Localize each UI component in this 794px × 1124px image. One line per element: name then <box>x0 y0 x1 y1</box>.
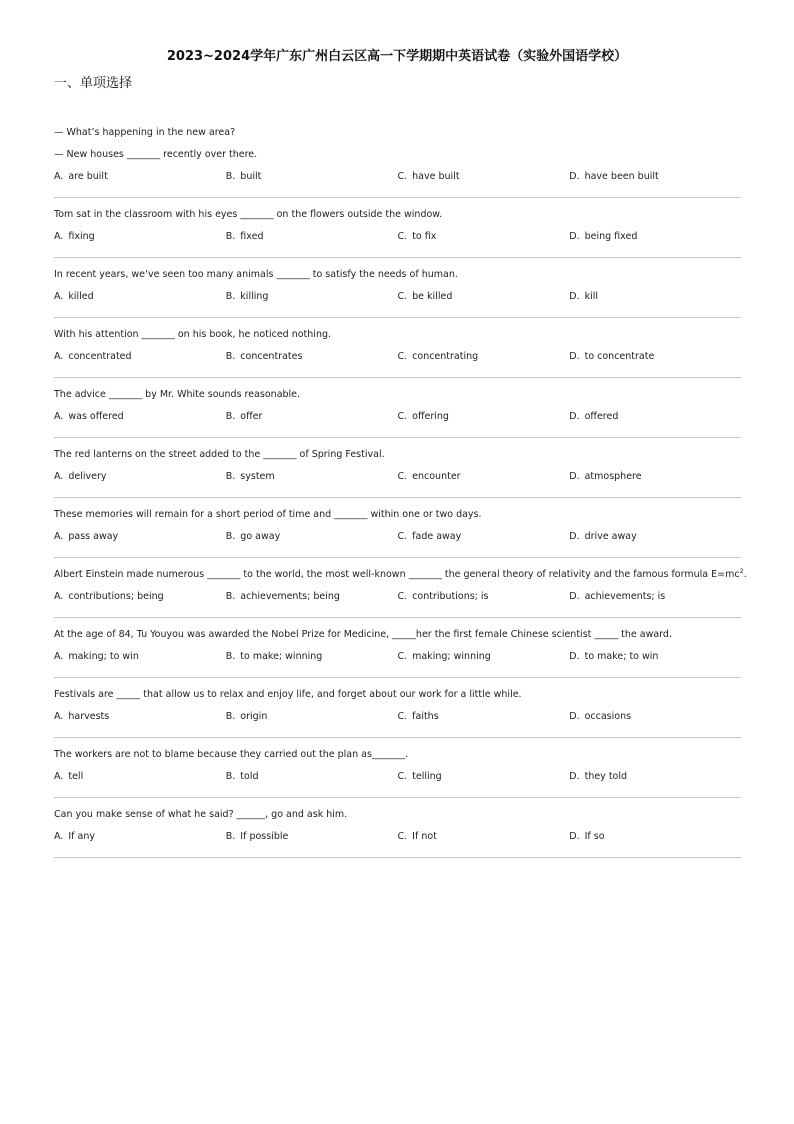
option <box>398 526 570 548</box>
option <box>569 226 741 248</box>
option-letter: A. <box>54 711 64 722</box>
option-letter: C. <box>397 711 408 722</box>
option <box>226 166 398 188</box>
option <box>226 406 398 428</box>
option-text: occasions <box>584 711 632 722</box>
option <box>54 526 226 548</box>
option-letter: B. <box>225 171 236 182</box>
question-item <box>54 378 741 438</box>
option-letter: A. <box>54 471 64 482</box>
option <box>54 586 226 608</box>
options-row <box>54 706 741 728</box>
option <box>569 406 741 428</box>
question-item <box>54 678 741 738</box>
question-text: In recent years, we’ve seen too many animals _______ to satisfy the needs of human. <box>54 269 458 280</box>
option-text: encounter <box>412 471 461 482</box>
option <box>54 706 226 728</box>
option-text: offered <box>584 411 619 422</box>
option-letter: D. <box>569 231 580 242</box>
option-letter: D. <box>569 591 580 602</box>
option-letter: D. <box>569 711 580 722</box>
question-item <box>54 198 741 258</box>
question-text: At the age of 84, Tu Youyou was awarded the Nobel Prize for Medicine, _____her the first female Chinese scientist _____ the award. <box>54 629 672 640</box>
option <box>226 526 398 548</box>
option-text: If possible <box>240 831 289 842</box>
option-letter: D. <box>569 351 580 362</box>
option-text: atmosphere <box>584 471 642 482</box>
question-text: Tom sat in the classroom with his eyes _______ on the flowers outside the window. <box>54 209 443 220</box>
option <box>226 466 398 488</box>
option-text: achievements; is <box>584 591 666 602</box>
option <box>569 646 741 668</box>
question-item <box>54 258 741 318</box>
option-letter: B. <box>225 771 236 782</box>
option <box>398 826 570 848</box>
option-letter: B. <box>225 291 236 302</box>
question-stem <box>54 504 741 526</box>
option-text: system <box>240 471 275 482</box>
options-row <box>54 406 741 428</box>
question-text: — What’s happening in the new area? <box>54 127 236 138</box>
option <box>398 286 570 308</box>
options-row <box>54 766 741 788</box>
section-title: 一、单项选择 <box>54 76 133 91</box>
option-text: drive away <box>584 531 637 542</box>
option <box>569 286 741 308</box>
option-text: be killed <box>412 291 453 302</box>
superscript: 2 <box>739 566 744 575</box>
option-letter: C. <box>397 291 408 302</box>
option-letter: D. <box>569 411 580 422</box>
option <box>569 526 741 548</box>
option-text: kill <box>584 291 599 302</box>
option <box>226 826 398 848</box>
option <box>54 466 226 488</box>
question-text: The workers are not to blame because they carried out the plan as_______. <box>54 749 409 760</box>
question-item <box>54 116 741 198</box>
option <box>569 466 741 488</box>
option-letter: D. <box>569 771 580 782</box>
question-item <box>54 798 741 858</box>
question-item <box>54 738 741 798</box>
option-text: telling <box>412 771 442 782</box>
option <box>54 166 226 188</box>
options-row <box>54 466 741 488</box>
option <box>398 406 570 428</box>
option-text: tell <box>68 771 84 782</box>
option-letter: A. <box>54 231 64 242</box>
option <box>226 766 398 788</box>
option-text: have built <box>412 171 460 182</box>
option-letter: B. <box>225 411 236 422</box>
option-text: concentrating <box>412 351 479 362</box>
option-text: achievements; being <box>240 591 340 602</box>
options-row <box>54 346 741 368</box>
option <box>398 166 570 188</box>
option-letter: A. <box>54 771 64 782</box>
option-letter: C. <box>397 591 408 602</box>
option <box>398 706 570 728</box>
option <box>54 766 226 788</box>
option-text: making; winning <box>412 651 491 662</box>
option <box>226 226 398 248</box>
option-text: harvests <box>68 711 110 722</box>
option-text: being fixed <box>584 231 638 242</box>
option <box>398 346 570 368</box>
option-letter: C. <box>397 411 408 422</box>
option-letter: B. <box>225 591 236 602</box>
question-stem <box>54 564 747 586</box>
options-row <box>54 526 741 548</box>
option-text: have been built <box>584 171 659 182</box>
question-text: Can you make sense of what he said? ______, go and ask him. <box>54 809 348 820</box>
option-letter: B. <box>225 651 236 662</box>
options-row <box>54 286 741 308</box>
options-row <box>54 586 741 608</box>
option <box>398 586 570 608</box>
option-text: fixing <box>68 231 95 242</box>
option-letter: B. <box>225 711 236 722</box>
options-row <box>54 166 741 188</box>
option-letter: D. <box>569 291 580 302</box>
page-title: 2023~2024学年广东广州白云区高一下学期期中英语试卷（实验外国语学校） <box>166 49 628 64</box>
option-letter: A. <box>54 651 64 662</box>
option-letter: C. <box>397 231 408 242</box>
option-text: contributions; is <box>412 591 489 602</box>
option-letter: C. <box>397 171 408 182</box>
option-text: If any <box>68 831 95 842</box>
option-letter: A. <box>54 351 64 362</box>
option-letter: A. <box>54 591 64 602</box>
option-text: making; to win <box>68 651 139 662</box>
question-stem <box>54 204 741 226</box>
option-letter: A. <box>54 291 64 302</box>
option <box>54 286 226 308</box>
option-text: offering <box>412 411 449 422</box>
option <box>226 286 398 308</box>
option-text: to make; winning <box>240 651 323 662</box>
option-letter: B. <box>225 231 236 242</box>
question-stem <box>54 804 741 826</box>
option <box>54 646 226 668</box>
option <box>398 646 570 668</box>
option-text: fade away <box>412 531 462 542</box>
question-stem <box>54 264 741 286</box>
option <box>226 586 398 608</box>
option-letter: D. <box>569 651 580 662</box>
option-letter: B. <box>225 831 236 842</box>
option-text: built <box>240 171 262 182</box>
option-text: If so <box>584 831 605 842</box>
question-text: With his attention _______ on his book, he noticed nothing. <box>54 329 332 340</box>
question-text: These memories will remain for a short period of time and _______ within one or two days. <box>54 509 482 520</box>
question-text: The red lanterns on the street added to the _______ of Spring Festival. <box>54 449 385 460</box>
option-text: killing <box>240 291 269 302</box>
question-item <box>54 558 747 618</box>
option-letter: A. <box>54 831 64 842</box>
option <box>569 586 741 608</box>
option-text: fixed <box>240 231 264 242</box>
option <box>226 706 398 728</box>
question-text-end: . <box>743 569 747 580</box>
question-stem <box>54 324 741 346</box>
option-letter: D. <box>569 171 580 182</box>
option-letter: A. <box>54 411 64 422</box>
option <box>569 706 741 728</box>
option-letter: A. <box>54 531 64 542</box>
question-stem <box>54 384 741 406</box>
options-row <box>54 226 741 248</box>
option <box>569 766 741 788</box>
question-stem <box>54 684 741 706</box>
option-letter: D. <box>569 531 580 542</box>
option <box>54 346 226 368</box>
option <box>569 346 741 368</box>
divider <box>54 857 741 858</box>
option-text: concentrated <box>68 351 132 362</box>
option <box>54 406 226 428</box>
option-text: to make; to win <box>584 651 659 662</box>
question-list <box>54 116 747 858</box>
option-letter: B. <box>225 351 236 362</box>
option <box>226 346 398 368</box>
question-stem <box>54 144 741 166</box>
option-text: was offered <box>68 411 124 422</box>
option <box>569 826 741 848</box>
option-text: are built <box>68 171 108 182</box>
question-item <box>54 318 741 378</box>
options-row <box>54 646 741 668</box>
option <box>398 766 570 788</box>
question-item <box>54 618 741 678</box>
options-row <box>54 826 741 848</box>
question-text: Festivals are _____ that allow us to relax and enjoy life, and forget about our work for a little while. <box>54 689 522 700</box>
option <box>398 226 570 248</box>
option-letter: A. <box>54 171 64 182</box>
option <box>226 646 398 668</box>
option <box>398 466 570 488</box>
option <box>54 826 226 848</box>
option-letter: C. <box>397 651 408 662</box>
option-text: If not <box>412 831 437 842</box>
option-text: to concentrate <box>584 351 655 362</box>
question-stem <box>54 744 741 766</box>
option-text: contributions; being <box>68 591 164 602</box>
option-text: go away <box>240 531 281 542</box>
option-letter: D. <box>569 831 580 842</box>
question-stem <box>54 624 741 646</box>
option-text: they told <box>584 771 628 782</box>
option-letter: C. <box>397 831 408 842</box>
question-text: Albert Einstein made numerous _______ to the world, the most well-known _______ the general theory of relativity and the famous formula E=mc <box>54 569 740 580</box>
question-item <box>54 438 741 498</box>
option <box>569 166 741 188</box>
question-stem <box>54 444 741 466</box>
option-letter: B. <box>225 471 236 482</box>
option-letter: B. <box>225 531 236 542</box>
option-text: origin <box>240 711 268 722</box>
option-text: concentrates <box>240 351 303 362</box>
question-text: The advice _______ by Mr. White sounds reasonable. <box>54 389 301 400</box>
option-text: killed <box>68 291 94 302</box>
option-letter: C. <box>397 531 408 542</box>
option-text: offer <box>240 411 263 422</box>
option-text: faiths <box>412 711 439 722</box>
option-letter: C. <box>397 351 408 362</box>
option-text: told <box>240 771 259 782</box>
option-letter: C. <box>397 771 408 782</box>
option-text: to fix <box>412 231 437 242</box>
option-letter: D. <box>569 471 580 482</box>
question-item <box>54 498 741 558</box>
option-letter: C. <box>397 471 408 482</box>
question-stem <box>54 122 741 144</box>
option <box>54 226 226 248</box>
question-text: — New houses _______ recently over there. <box>54 149 258 160</box>
option-text: pass away <box>68 531 119 542</box>
option-text: delivery <box>68 471 107 482</box>
